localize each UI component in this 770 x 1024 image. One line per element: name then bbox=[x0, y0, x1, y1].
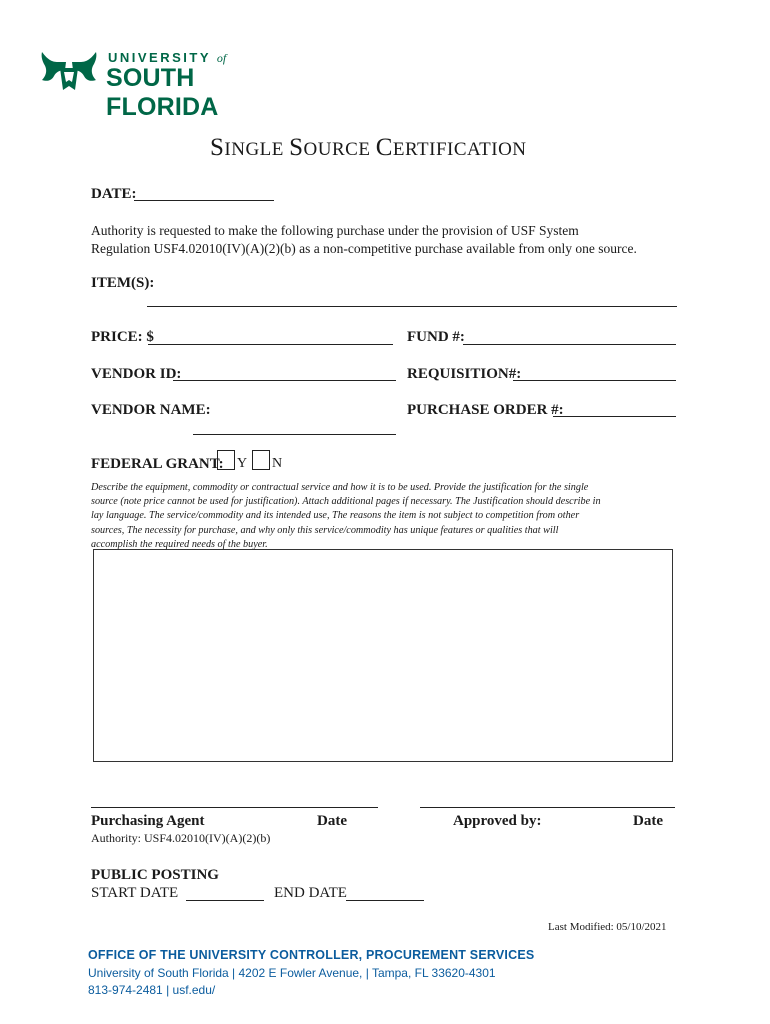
items-label: ITEM(S): bbox=[91, 275, 155, 291]
purchase-order-label: PURCHASE ORDER #: bbox=[407, 402, 564, 418]
start-date-label: START DATE bbox=[91, 885, 179, 901]
approved-by-label: Approved by: bbox=[453, 813, 542, 829]
federal-grant-label: FEDERAL GRANT: bbox=[91, 456, 224, 472]
vendor-id-field[interactable] bbox=[173, 380, 396, 381]
last-modified: Last Modified: 05/10/2021 bbox=[548, 921, 667, 933]
approved-by-signature-line[interactable] bbox=[420, 807, 675, 808]
usf-logo bbox=[38, 46, 308, 121]
vendor-name-label: VENDOR NAME: bbox=[91, 402, 211, 418]
authority-paragraph bbox=[91, 222, 701, 258]
justification-textarea[interactable] bbox=[93, 549, 673, 762]
page-title: SINGLE SOURCE CERTIFICATION bbox=[210, 134, 527, 161]
purchase-order-field[interactable] bbox=[553, 416, 676, 417]
justification-instructions: Describe the equipment, commodity or contractual service and how it is to be used. Provide the justification for the single source (note price cannot be used for justification). Attach additional pages if necessary. The Justification should describe in lay language. The service/commodity and its intended use, The reasons the item is not subject to competition from other sources, The necessity for purchase, and why only this service/commodity has unique features or qualities that will accomplish the required needs of the buyer. bbox=[91, 482, 601, 550]
vendor-id-label: VENDOR ID: bbox=[91, 366, 182, 382]
requisition-field[interactable] bbox=[513, 380, 676, 381]
bull-horns-icon bbox=[38, 46, 100, 94]
end-date-label: END DATE bbox=[274, 885, 347, 901]
fund-field[interactable] bbox=[463, 344, 676, 345]
public-posting-heading: PUBLIC POSTING bbox=[91, 867, 219, 883]
authority-line-1: Authority is requested to make the following purchase under the provision of USF System bbox=[91, 223, 579, 238]
vendor-name-field[interactable] bbox=[193, 434, 396, 435]
federal-grant-no-label: N bbox=[272, 456, 283, 471]
requisition-label: REQUISITION#: bbox=[407, 366, 522, 382]
date-label-1: Date bbox=[317, 813, 347, 829]
logo-of-text: of bbox=[216, 51, 227, 65]
purchasing-agent-label: Purchasing Agent bbox=[91, 813, 205, 829]
footer-address: University of South Florida | 4202 E Fowler Avenue, | Tampa, FL 33620-4301 bbox=[88, 966, 496, 980]
price-label: PRICE: $ bbox=[91, 329, 154, 345]
footer-contact: 813-974-2481 | usf.edu/ bbox=[88, 983, 216, 997]
start-date-field[interactable] bbox=[186, 900, 264, 901]
authority-line-2: Regulation USF4.02010(IV)(A)(2)(b) as a non-competitive purchase available from only one source. bbox=[91, 241, 637, 256]
date-label: DATE: bbox=[91, 186, 137, 202]
end-date-field[interactable] bbox=[346, 900, 424, 901]
date-field[interactable] bbox=[134, 200, 274, 201]
federal-grant-no-checkbox[interactable] bbox=[252, 450, 270, 470]
authority-reference: Authority: USF4.02010(IV)(A)(2)(b) bbox=[91, 831, 271, 845]
federal-grant-yes-checkbox[interactable] bbox=[217, 450, 235, 470]
purchasing-agent-signature-line[interactable] bbox=[91, 807, 378, 808]
footer-office-name: OFFICE OF THE UNIVERSITY CONTROLLER, PROCUREMENT SERVICES bbox=[88, 948, 535, 962]
federal-grant-yes-label: Y bbox=[237, 456, 248, 471]
items-field[interactable] bbox=[147, 306, 677, 307]
logo-south-florida-text: SOUTH FLORIDA bbox=[106, 64, 219, 121]
logo-university-text: UNIVERSITY bbox=[108, 50, 211, 65]
date-label-2: Date bbox=[633, 813, 663, 829]
fund-label: FUND #: bbox=[407, 329, 465, 345]
price-field[interactable] bbox=[148, 344, 393, 345]
